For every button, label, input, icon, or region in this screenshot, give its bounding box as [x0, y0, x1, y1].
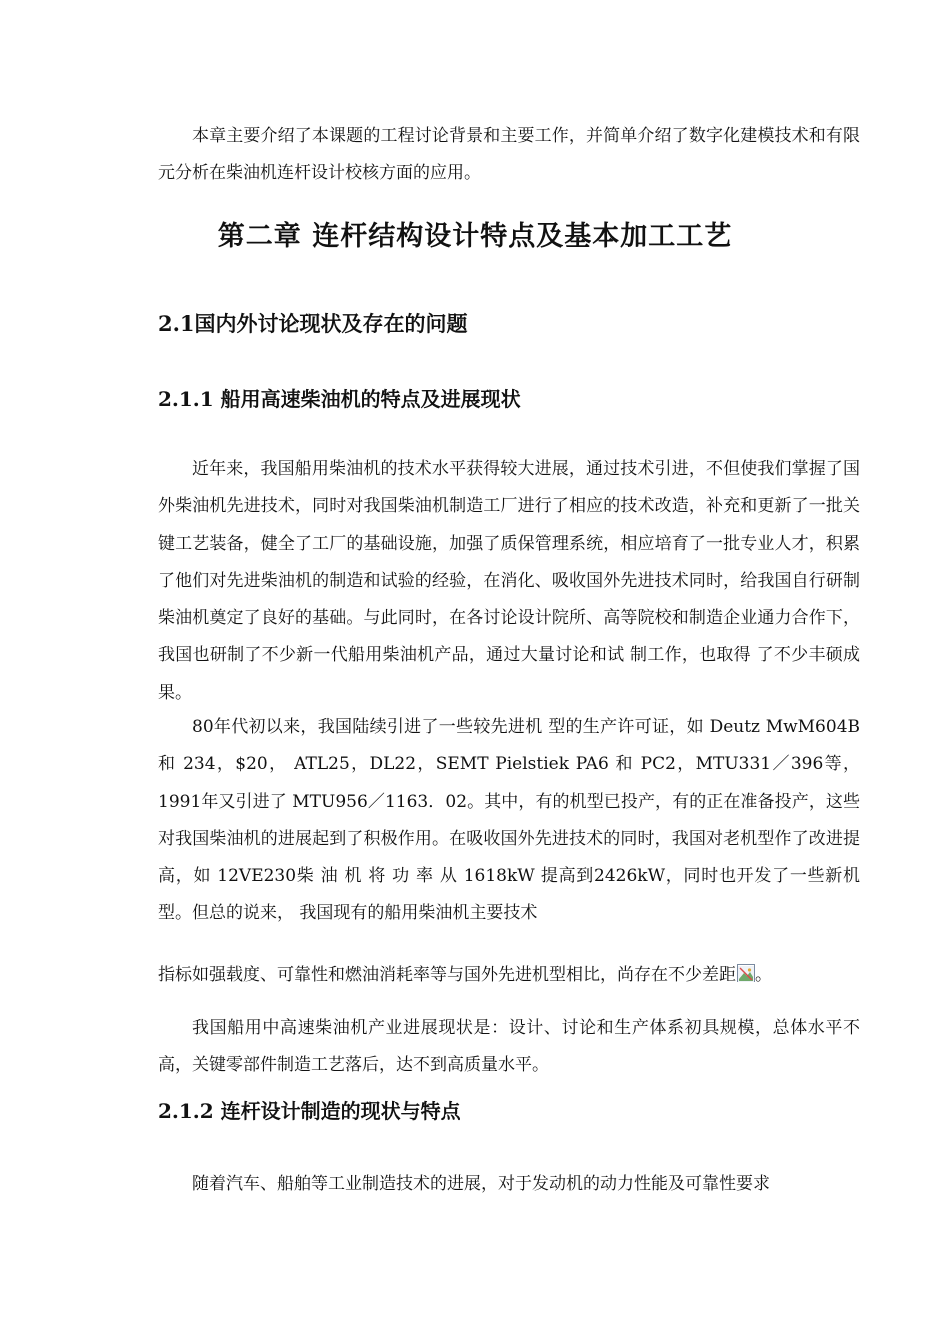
paragraph-2: 80年代初以来，我国陆续引进了一些较先进机 型的生产许可证，如 Deutz MwM604B和 234，$20， ATL25，DL22，SEMT Pielstiek PA6 和 PC2，MTU331／396等，1991年又引进了 MTU956／1163．02。其中，有的机型已投产，有的正在准备投产，这些对我国柴油机的进展起到了积极作用。在吸收国外先进技术的同时，我国对老机型作了改进提高，如 12VE230柴 油 机 将 功 率 从 1618kW 提高到2426kW，同时也开发了一些新机型。但总的说来， 我国现有的船用柴油机主要技术: [158, 717, 860, 924]
paragraph-3: 我国船用中高速柴油机产业进展现状是：设计、讨论和生产体系初具规模，总体水平不高，关键零部件制造工艺落后，达不到高质量水平。: [158, 1018, 860, 1076]
paragraph-2-end-mark: 。: [755, 965, 772, 985]
intro-paragraph: 本章主要介绍了本课题的工程讨论背景和主要工作，并简单介绍了数字化建模技术和有限元分析在柴油机连杆设计校核方面的应用。: [158, 126, 860, 184]
chapter-title: 第二章 连杆结构设计特点及基本加工工艺: [217, 221, 733, 252]
paragraph-4: 随着汽车、船舶等工业制造技术的进展，对于发动机的动力性能及可靠性要求: [192, 1174, 770, 1194]
section-heading-2-1-2: 2.1.2 连杆设计制造的现状与特点: [158, 1099, 461, 1123]
broken-image-icon: [737, 964, 755, 982]
section-heading-2-1: 2.1国内外讨论现状及存在的问题: [158, 311, 468, 336]
paragraph-1: 近年来，我国船用柴油机的技术水平获得较大进展，通过技术引进，不但使我们掌握了国外柴油机先进技术，同时对我国柴油机制造工厂进行了相应的技术改造，补充和更新了一批关键工艺装备，健全了工厂的基础设施，加强了质保管理系统，相应培育了一批专业人才，积累了他们对先进柴油机的制造和试验的经验，在消化、吸收国外先进技术同时，给我国自行研制柴油机奠定了良好的基础。与此同时，在各讨论设计院所、高等院校和制造企业通力合作下，我国也研制了不少新一代船用柴油机产品，通过大量讨论和试 制工作，也取得 了不少丰硕成果。: [158, 459, 860, 703]
paragraph-2-tail-text: 指标如强载度、可靠性和燃油消耗率等与国外先进机型相比，尚存在不少差距: [158, 965, 736, 985]
paragraph-2-tail: [158, 963, 772, 987]
section-heading-2-1-1: 2.1.1 船用高速柴油机的特点及进展现状: [158, 387, 521, 411]
